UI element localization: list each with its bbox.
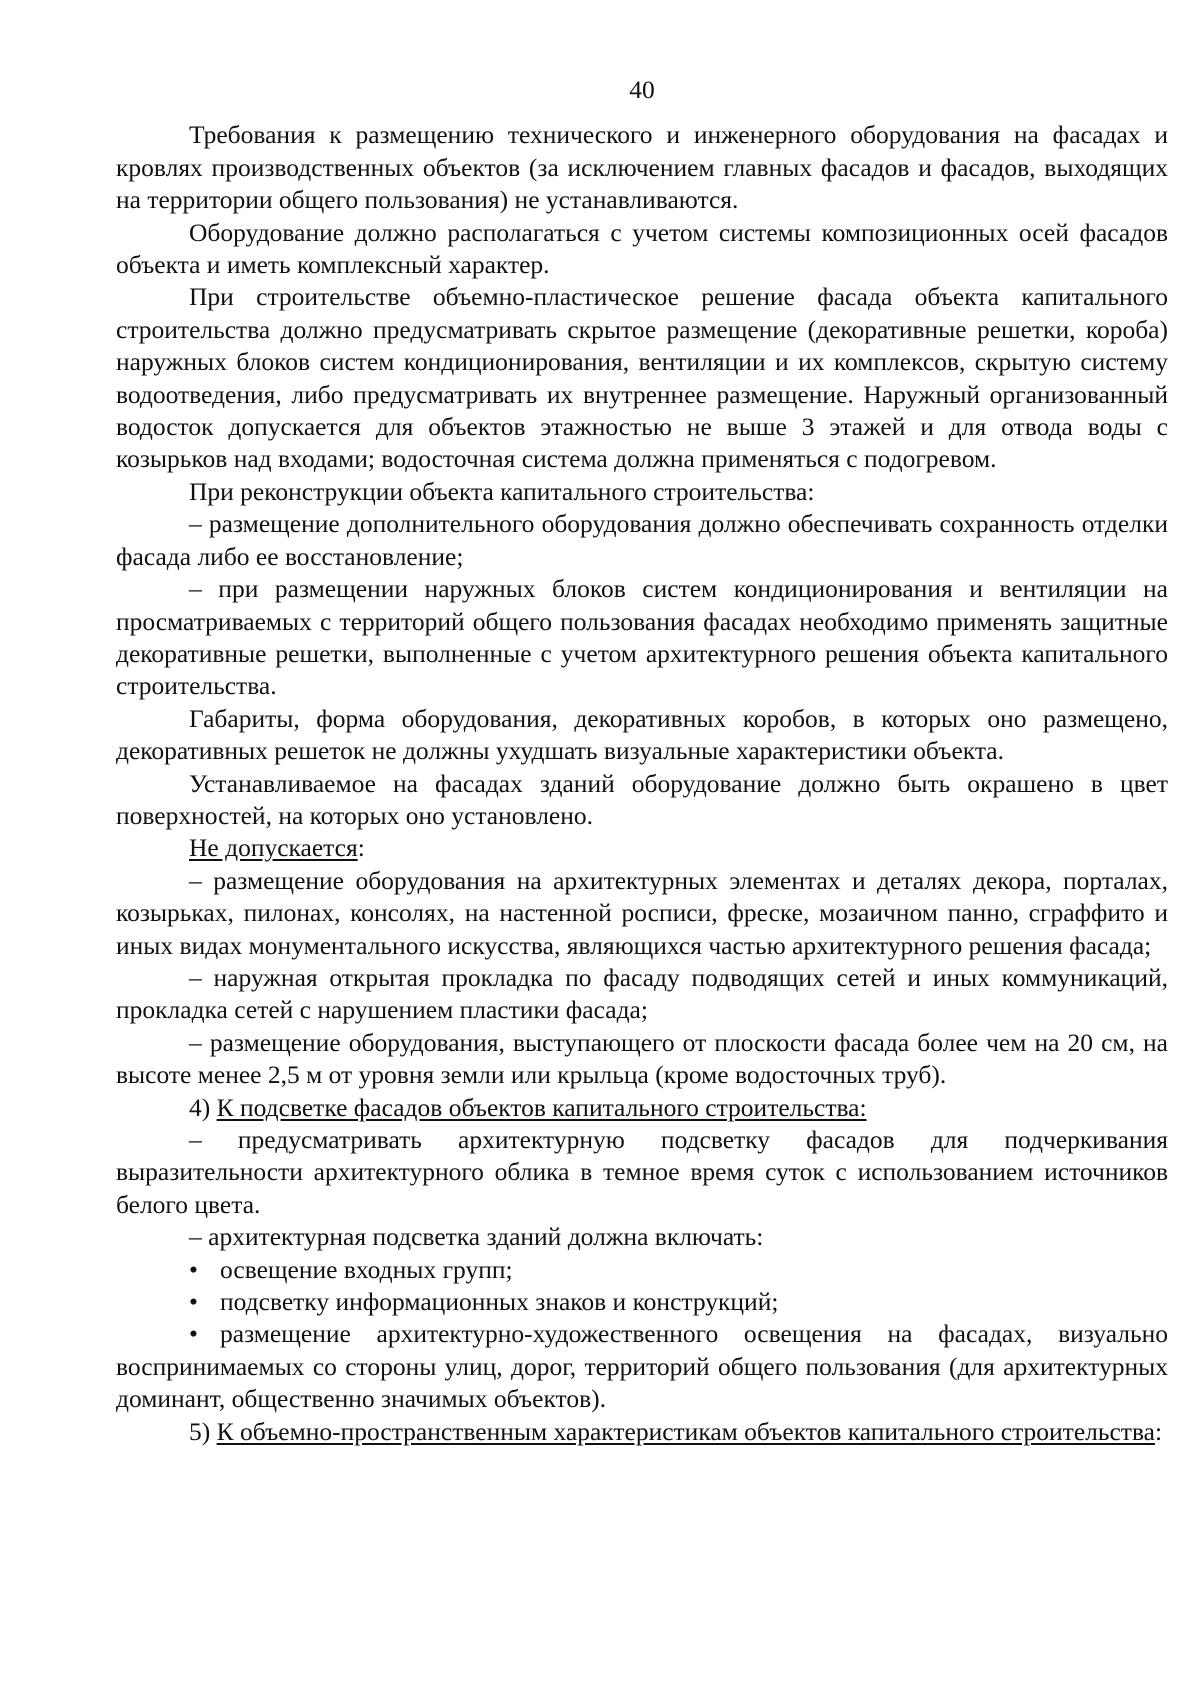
section-heading-5: 5) К объемно-пространственным характеристикам объектов капитального строительства: <box>189 1416 1163 1446</box>
paragraph: Габариты, форма оборудования, декоративных коробов, в которых оно размещено, декоративных решеток не должны ухудшать визуальные характеристики объекта. <box>116 703 1168 766</box>
list-item: – размещение дополнительного оборудования должно обеспечивать сохранность отделки фасада либо ее восстановление; <box>116 509 1168 571</box>
bullet-icon: • <box>189 1319 198 1349</box>
list-item: – архитектурная подсветка зданий должна включать: <box>189 1222 764 1252</box>
document-page <box>116 74 1168 1448</box>
bullet-item: • подсветку информационных знаков и конструкций; <box>116 1286 1168 1318</box>
section-title-5: К объемно-пространственным характеристикам объектов капитального строительства <box>216 1416 1155 1446</box>
section-heading-4: 4) К подсветке фасадов объектов капитального строительства: <box>189 1092 867 1122</box>
bullet-item: • размещение архитектурно-художественного освещения на фасадах, визуально воспринимаемых со стороны улиц, дорог, территорий общего пользования (для архитектурных доминант, общественно значимых объектов). <box>116 1319 1168 1414</box>
paragraph: Оборудование должно располагаться с учетом системы композиционных осей фасадов объекта и иметь комплексный характер. <box>116 217 1168 280</box>
section-title-4: К подсветке фасадов объектов капитального строительства: <box>216 1092 867 1122</box>
list-item: – предусматривать архитектурную подсветку фасадов для подчеркивания выразительности архитектурного облика в темное время суток с использованием источников белого цвета. <box>116 1125 1168 1219</box>
prohibition-label: Не допускается <box>189 833 358 863</box>
bullet-icon: • <box>189 1254 198 1284</box>
paragraph: Требования к размещению технического и инженерного оборудования на фасадах и кровлях производственных объектов (за исключением главных фасадов и фасадов, выходящих на территории общего пользования) не устанавливаются. <box>116 120 1168 215</box>
page-number: 40 <box>629 75 655 104</box>
paragraph: При строительстве объемно-пластическое решение фасада объекта капитального строительства должно предусматривать скрытое размещение (декоративные решетки, короба) наружных блоков систем кондиционирования, вентиляции и их комплексов, скрытую систему водоотведения, либо предусматривать их внутреннее размещение. Наружный организованный водосток допускается для объектов этажностью не выше 3 этажей и для отвода воды с козырьков над входами; водосточная система должна применяться с подогревом. <box>116 282 1168 474</box>
list-item: – размещение оборудования на архитектурных элементах и деталях декора, порталах, козырьках, пилонах, консолях, на настенной росписи, фреске, мозаичном панно, сграффито и иных видах монументального искусства, являющихся частью архитектурного решения фасада; <box>116 865 1168 960</box>
list-item: – при размещении наружных блоков систем кондиционирования и вентиляции на просматриваемых с территорий общего пользования фасадах необходимо применять защитные декоративные решетки, выполненные с учетом архитектурного решения объекта капитального строительства. <box>116 574 1168 701</box>
paragraph: При реконструкции объекта капитального строительства: <box>189 476 815 506</box>
list-item: – размещение оборудования, выступающего от плоскости фасада более чем на 20 см, на высоте менее 2,5 м от уровня земли или крыльца (кроме водосточных труб). <box>116 1027 1168 1090</box>
list-item: – наружная открытая прокладка по фасаду подводящих сетей и иных коммуникаций, прокладка сетей с нарушением пластики фасада; <box>116 962 1168 1025</box>
paragraph: Устанавливаемое на фасадах зданий оборудование должно быть окрашено в цвет поверхностей, на которых оно установлено. <box>116 768 1168 830</box>
bullet-item: • освещение входных групп; <box>116 1254 1168 1286</box>
bullet-icon: • <box>189 1287 198 1317</box>
prohibition-heading: Не допускается: <box>189 833 365 863</box>
